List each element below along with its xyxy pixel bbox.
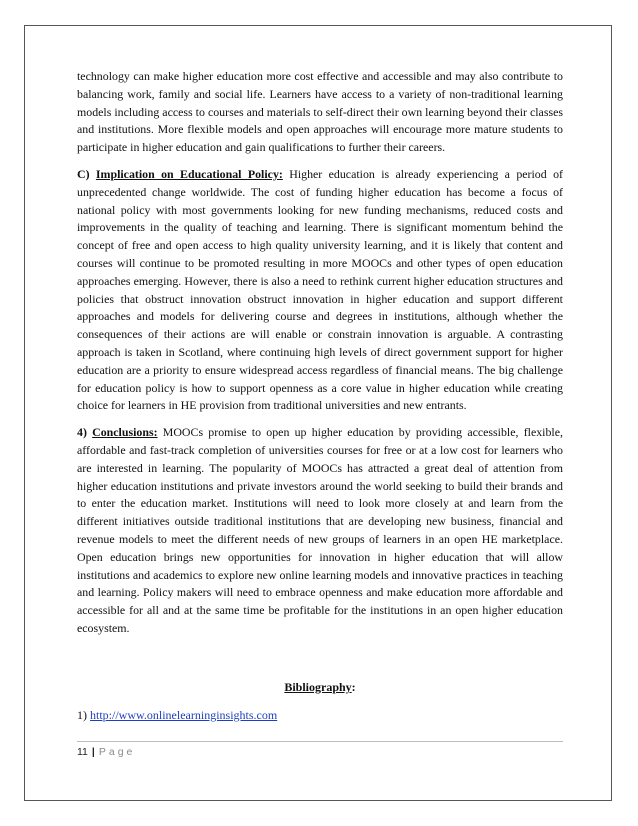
paragraph-educational-policy: [77, 166, 563, 415]
paragraph-intro: technology can make higher education more cost effective and accessible and may also contribute to balancing work, family and social life. Learners have access to a variety of non-traditional learning models including access to courses and materials to self-direct their own learning beyond their classes and institutions. More flexible models and open approaches will encourage more mature students to participate in higher education and gain qualifications to further their careers.: [77, 69, 563, 155]
section-body: MOOCs promise to open up higher education by providing accessible, flexible, affordable and fast-track completion of universities courses for free or at a low cost for learners who are interested in learning. The popularity of MOOCs has attracted a great deal of attention from higher education institutions and private investors around the world seeking to build their brands and to enter the education market. Institutions will need to look more closely at and learn from the different initiatives outside traditional institutions that are developing new business, financial and revenue models to meet the different needs of new groups of learners in an open HE marketplace. Open education brings new opportunities for innovation in higher education that will allow institutions and academics to explore new online learning models and innovative practices in teaching and learning. Policy makers will need to embrace openness and make education more affordable and accessible for all and at the same time be profitable for the institutions in an open higher education ecosystem.: [77, 425, 563, 635]
bibliography-colon: :: [351, 680, 356, 694]
section-heading-conclusions: Conclusions:: [92, 425, 158, 440]
page-label: Page: [98, 746, 136, 758]
section-prefix: C): [77, 166, 96, 181]
page-footer: [77, 746, 135, 758]
bibliography-link[interactable]: http://www.onlinelearninginsights.com: [90, 708, 278, 722]
footer-separator: |: [91, 746, 95, 758]
section-prefix: 4): [77, 425, 93, 440]
section-body: Higher education is already experiencing a period of unprecedented change worldwide. The cost of funding higher education has become a focus of national policy with most governments looking for new funding mechanisms, reduced costs and improvements in the quality of teaching and learning. There is significant momentum behind the concept of free and open access to high quality university learning, and it is likely that content and courses will continue to be promoted resulting in more MOOCs and other types of open education approaches emerging. However, there is also a need to rethink current higher education structures and policies that obstruct innovation obstruct innovation in higher education and support different approaches and models for delivering course and degrees in institutions, although whether the consequences of their actions are will enable or constrain innovation is arguable. A contrasting approach is taken in Scotland, where continuing high levels of direct government support for higher education are a priority to ensure widespread access regardless of financial means. The big challenge for education policy is how to support openness as a core value in higher education while creating choice for learners in HE provision from traditional universities and new entrants.: [77, 166, 563, 413]
footer-rule: [77, 741, 563, 742]
bibliography-title: Bibliography: [284, 680, 352, 694]
bibliography-heading: [77, 680, 563, 695]
page-number: 11: [77, 746, 88, 758]
paragraph-conclusions: [77, 424, 563, 638]
bibliography-item-number: 1): [77, 708, 90, 722]
section-heading-educational-policy: Implication on Educational Policy:: [95, 166, 283, 181]
bibliography-item: [77, 708, 563, 723]
document-body: [77, 68, 563, 638]
